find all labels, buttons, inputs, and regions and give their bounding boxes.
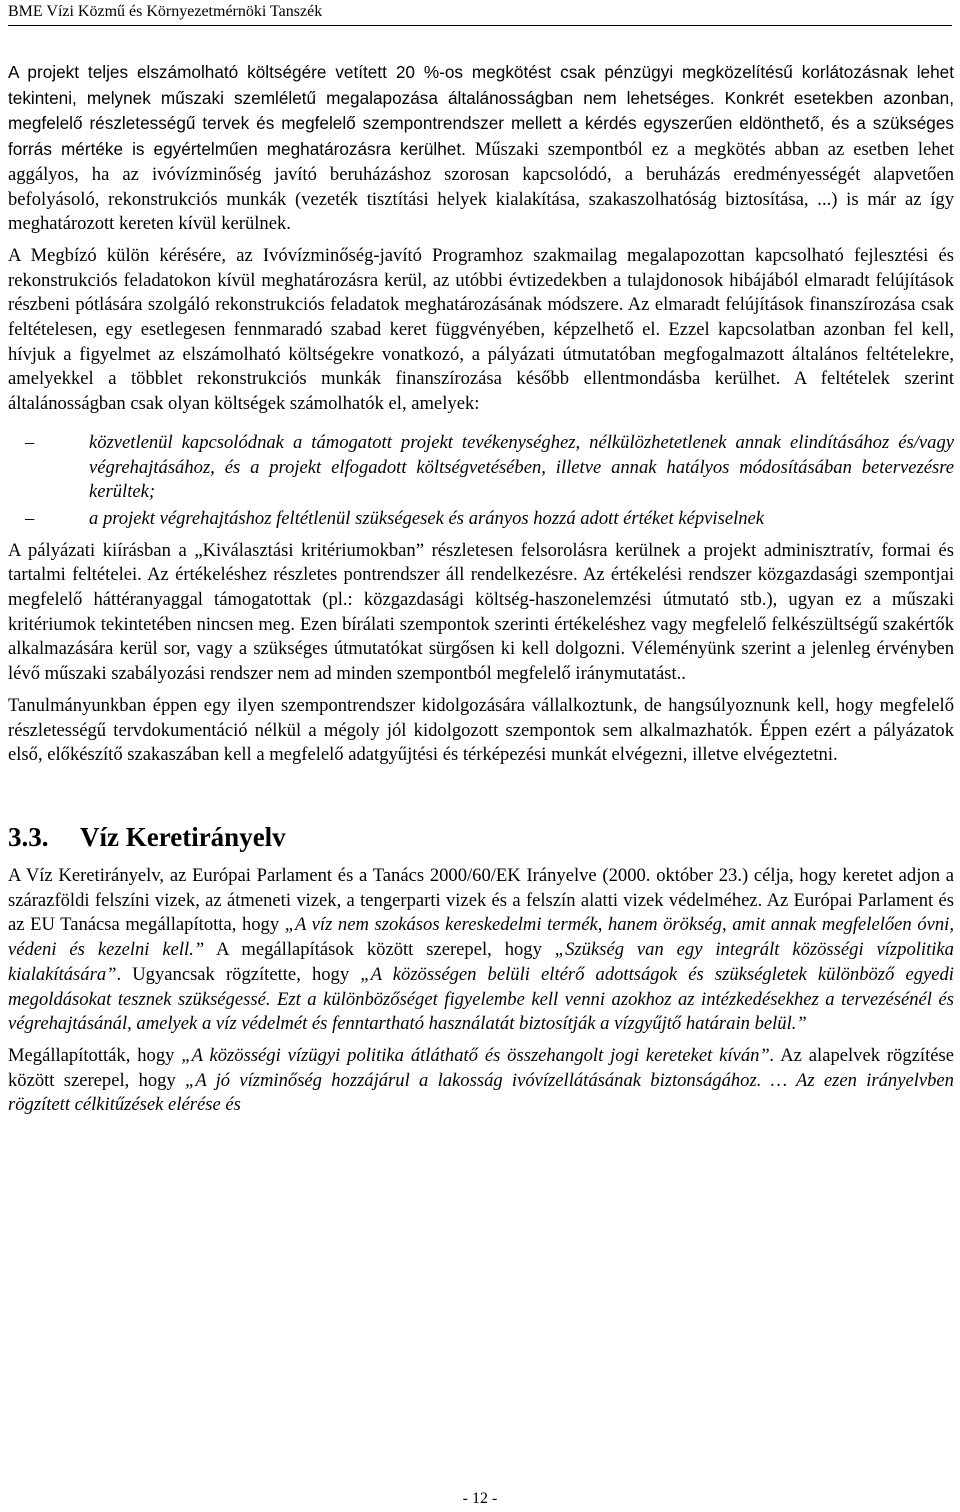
page-number: - 12 - (462, 1490, 498, 1507)
page-header (8, 0, 952, 26)
criteria-list (8, 431, 954, 532)
paragraph-5-quote-3: „A közösségen belüli eltérő adottságok és szükségletek különböző egyedi megoldásokat tesznek szükségessé. Ezt a különbözőséget figyelembe kell venni azokhoz az intézkedésekhez a tervezésénél és végrehajtásánál, amelyek a víz védelmét és fenntartható használatát biztosítják a vízgyűjtő határain belül.” (8, 963, 954, 1035)
paragraph-5-text-1: A Víz Keretirányelv, az Európai Parlament és a Tanács 2000/60/EK Irányelve (2000. október 23.) célja, hogy keretet adjon a szárazföldi felszíni vizek, az átmeneti vizek, a tengerparti vizek és a felszín alatti vizek védelméhez. Az Európai Parlament és az EU Tanácsa megállapította, hogy (8, 864, 954, 936)
paragraph-1-sans-part: A projekt teljes elszámolható költségére vetített 20 %-os megkötést csak pénzügyi megközelítésű korlátozásnak lehet tekinteni, melynek műszaki szemléletű megalapozása általánosságban nem lehetséges. Konkrét esetekben azonban, megfelelő részletességű tervek és megfelelő szempontrendszer mellett a kérdés egyszerűen eldönthető, és a szükséges forrás mértéke is egyértelműen meghatározásra kerülhet. (8, 62, 954, 160)
paragraph-6-text-1: Megállapították, hogy (8, 1044, 182, 1066)
paragraph-3: A pályázati kiírásban a „Kiválasztási kritériumokban” részletesen felsorolásra kerülnek a projekt adminisztratív, formai és tartalmi feltételei. Az értékeléshez részletes pontrendszer áll rendelkezésre. Az értékelési rendszer közgazdasági szempontjai megfelelő háttéranyaggal támogatottak (pl.: közgazdasági költség-haszonelemzési útmutató stb.), ugyan ez a műszaki kritériumok tekintetében nincsen meg. Ezen bírálati szempontok szerinti értékeléshez vagy megfelelő felkészültségű szakértők alkalmazására kerül sor, vagy a szükséges útmutatókat sürgősen ki kell dolgozni. Véleményünk szerint a jelenleg érvényben lévő műszaki szabályozási rendszer nem ad minden szempontból megfelelő iránymutatást.. (8, 539, 954, 685)
list-item-text: a projekt végrehajtáshoz feltétlenül szükségesek és arányos hozzá adott értéket képviselnek (89, 507, 765, 529)
paragraph-4: Tanulmányunkban éppen egy ilyen szempontrendszer kidolgozására vállalkoztunk, de hangsúlyoznunk kell, hogy megfelelő részletességű tervdokumentáció nélkül a mégoly jól kidolgozott szempontok sem alkalmazhatók. Éppen ezért a pályázatok első, előkészítő szakaszában kell a megfelelő adatgyűjtési és térképezési munkát elvégezni, illetve elvégeztetni. (8, 694, 954, 766)
list-item (8, 431, 954, 505)
section-heading (8, 818, 954, 856)
paragraph-5 (8, 864, 954, 1037)
document-body (8, 60, 954, 1118)
dash-bullet: – (25, 431, 35, 453)
list-item-text: közvetlenül kapcsolódnak a támogatott projekt tevékenységhez, nélkülözhetetlenek annak elindításához és/vagy végrehajtásához, és a projekt elfogadott költségvetésében, illetve annak hatályos módosításában betervezésre kerültek; (89, 431, 954, 503)
paragraph-1-rest: Műszaki szempontból ez a megkötés abban az esetben lehet aggályos, ha az ivóvízminőség javító beruházáshoz szorosan kapcsolódó, a beruházás eredményességét alapvetően befolyásoló, rekonstrukciós munkák (vezeték tisztítási helyek kialakítása, szakaszolhatóság biztosítása, ...) is már az így meghatározott kereten kívül kerülnek. (8, 139, 954, 235)
paragraph-5-quote-2: „Szükség van egy integrált közösségi vízpolitika kialakítására” (8, 939, 954, 985)
paragraph-5-text-2: A megállapítások között szerepel, hogy (204, 939, 555, 961)
header-title: BME Vízi Közmű és Környezetmérnöki Tanszék (8, 3, 323, 20)
paragraph-5-text-3: . Ugyancsak rögzítette, hogy (116, 963, 361, 985)
dash-bullet: – (25, 507, 35, 529)
list-item (8, 507, 954, 532)
section-number: 3.3. (8, 821, 49, 852)
paragraph-6-quote-1: „A közösségi vízügyi politika átláthatő és összehangolt jogi kereteket kíván”. (181, 1044, 775, 1066)
paragraph-6 (8, 1044, 954, 1118)
section-title: Víz Keretirányelv (80, 821, 286, 852)
paragraph-6-quote-2: „A jó vízminőség hozzájárul a lakosság ivóvízellátásának biztonságához. … Az ezen irányelvben rögzített célkitűzések elérése és (8, 1069, 954, 1116)
paragraph-5-quote-1: „A víz nem szokásos kereskedelmi termék, hanem örökség, amit annak megfelelően óvni, védeni és kezelni kell.” (8, 914, 954, 961)
paragraph-6-text-2: Az alapelvek rögzítése között szerepel, hogy (8, 1044, 954, 1091)
paragraph-2: A Megbízó külön kérésére, az Ivóvízminőség-javító Programhoz szakmailag megalapozottan kapcsolható fejlesztési és rekonstrukciós feladatokon kívül meghatározásra kerül, az utóbbi évtizedekben a tulajdonosok hibájából elmaradt felújítások részbeni pótlására szolgáló rekonstrukciós feladatok meghatározásának módszere. Az elmaradt felújítások finanszírozása csak feltételesen, egy esetlegesen fennmaradó szabad keret függvényében, képzelhető el. Ezzel kapcsolatban azonban fel kell, hívjuk a figyelmet az elszámolható költségekre vonatkozó, a pályázati útmutatóban megfogalmazott általános feltételekre, amelyekkel a többlet rekonstrukciós munkák finanszírozása később ellentmondásba kerülhet. A feltételek szerint általánosságban csak olyan költségek számolhatók el, amelyek: (8, 244, 954, 415)
paragraph-1 (8, 60, 954, 237)
